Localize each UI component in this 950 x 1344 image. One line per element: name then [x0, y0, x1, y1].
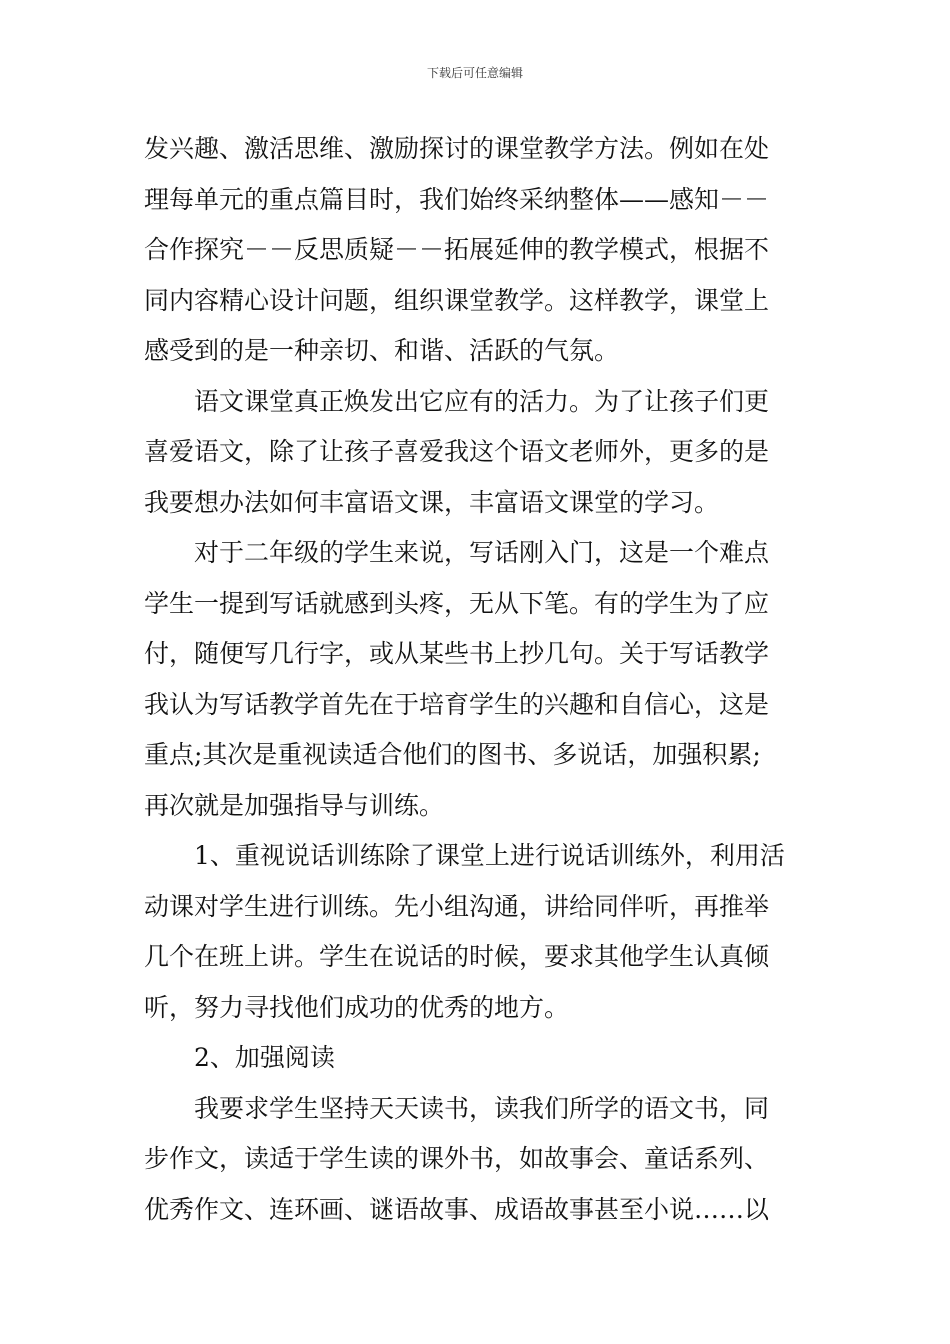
text-line: 优秀作文、连环画、谜语故事、成语故事甚至小说……以 — [144, 1194, 770, 1224]
text-line: 合作探究－－反思质疑－－拓展延伸的教学模式，根据不 — [144, 235, 770, 264]
text-line: 发兴趣、激活思维、激励探讨的课堂教学方法。例如在处 — [144, 134, 770, 163]
paragraph-start-line: 语文课堂真正焕发出它应有的活力。为了让孩子们更 — [194, 386, 770, 416]
text-line: 我认为写话教学首先在于培育学生的兴趣和自信心，这是 — [144, 689, 770, 719]
text-line: 再次就是加强指导与训练。 — [144, 790, 445, 820]
text-line: 喜爱语文，除了让孩子喜爱我这个语文老师外，更多的是 — [144, 437, 770, 466]
text-line: 同内容精心设计问题，组织课堂教学。这样教学，课堂上 — [144, 285, 770, 315]
text-line: 学生一提到写话就感到头疼，无从下笔。有的学生为了应 — [144, 588, 770, 618]
text-line: 几个在班上讲。学生在说话的时候，要求其他学生认真倾 — [144, 942, 770, 971]
text-line: 动课对学生进行训练。先小组沟通，讲给同伴听，再推举 — [144, 891, 770, 921]
text-line: 我要想办法如何丰富语文课，丰富语文课堂的学习。 — [144, 487, 720, 517]
paragraph-start-line: 1、重视说话训练除了课堂上进行说话训练外，利用活 — [194, 841, 785, 870]
paragraph-start-line: 我要求学生坚持天天读书，读我们所学的语文书，同 — [194, 1093, 770, 1123]
text-line: 听，努力寻找他们成功的优秀的地方。 — [144, 992, 570, 1022]
text-line: 重点;其次是重视读适合他们的图书、多说话，加强积累; — [144, 740, 761, 769]
text-line: 步作文，读适于学生读的课外书，如故事会、童话系列、 — [144, 1144, 770, 1173]
page-header-note: 下载后可任意编辑 — [426, 66, 523, 80]
section-heading-line: 2、加强阅读 — [194, 1043, 335, 1072]
text-line: 付，随便写几行字，或从某些书上抄几句。关于写话教学 — [144, 639, 770, 668]
paragraph-start-line: 对于二年级的学生来说，写话刚入门，这是一个难点 — [194, 538, 770, 567]
text-line: 理每单元的重点篇目时，我们始终采纳整体——感知－－ — [144, 184, 770, 214]
document-body — [144, 124, 806, 1235]
text-line: 感受到的是一种亲切、和谐、活跃的气氛。 — [144, 336, 620, 365]
